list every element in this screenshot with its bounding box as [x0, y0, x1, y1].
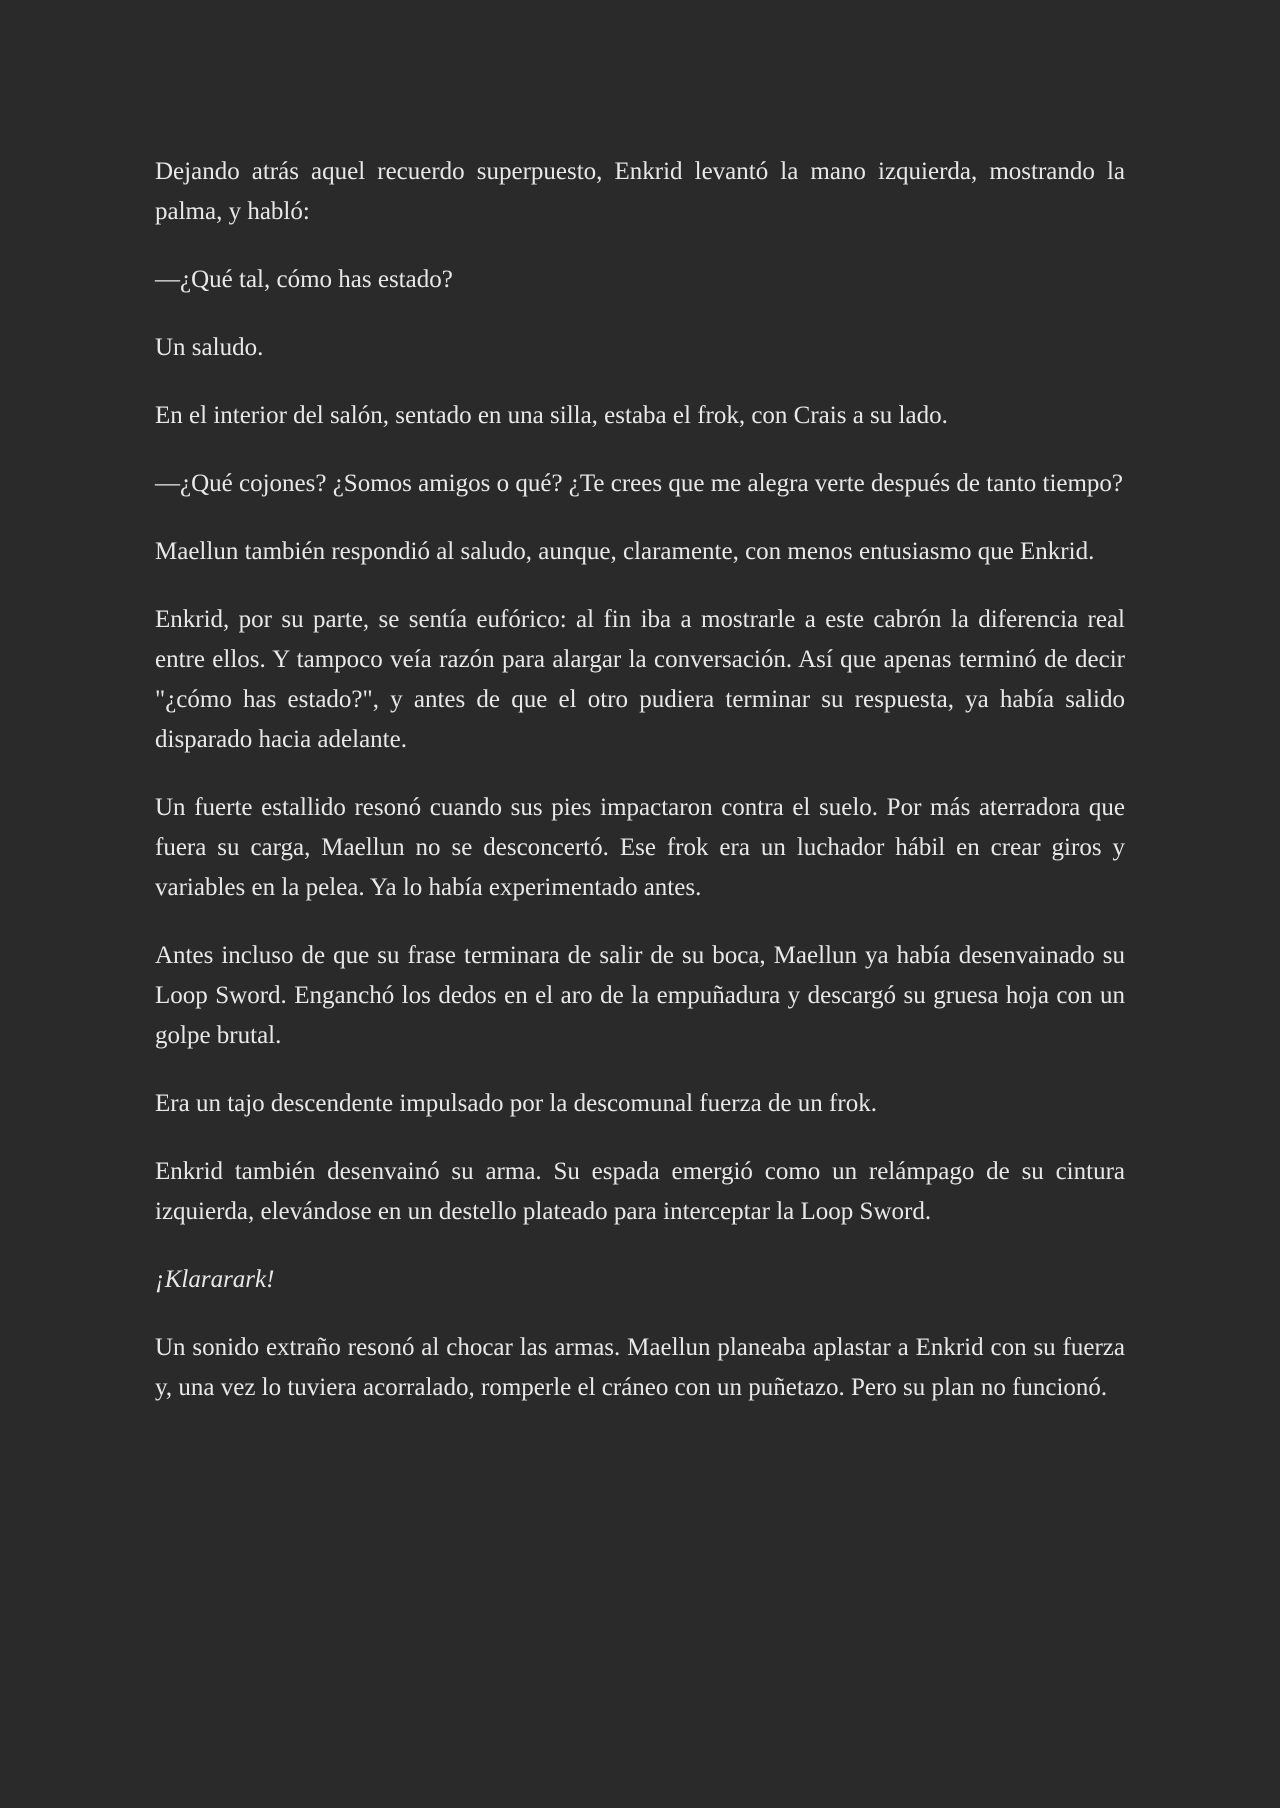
paragraph-8: Un fuerte estallido resonó cuando sus pies impactaron contra el suelo. Por más aterradora que fuera su carga, Maellun no se desconcertó. Ese frok era un luchador hábil en crear giros y variables en la pelea. Ya lo había experimentado antes. [155, 794, 1125, 901]
paragraph-2: —¿Qué tal, cómo has estado? [155, 266, 453, 293]
paragraph-12-onomatopoeia: ¡Klararark! [155, 1266, 275, 1293]
paragraph-5: —¿Qué cojones? ¿Somos amigos o qué? ¿Te crees que me alegra verte después de tanto tiempo? [155, 470, 1124, 497]
paragraph-11: Enkrid también desenvainó su arma. Su espada emergió como un relámpago de su cintura izquierda, elevándose en un destello plateado para interceptar la Loop Sword. [155, 1158, 1125, 1225]
paragraph-13: Un sonido extraño resonó al chocar las armas. Maellun planeaba aplastar a Enkrid con su fuerza y, una vez lo tuviera acorralado, romperle el cráneo con un puñetazo. Pero su plan no funcionó. [155, 1334, 1125, 1401]
paragraph-3: Un saludo. [155, 334, 264, 361]
paragraph-9: Antes incluso de que su frase terminara de salir de su boca, Maellun ya había desenvainado su Loop Sword. Enganchó los dedos en el aro de la empuñadura y descargó su gruesa hoja con un golpe brutal. [155, 942, 1125, 1049]
paragraph-7: Enkrid, por su parte, se sentía eufórico: al fin iba a mostrarle a este cabrón la diferencia real entre ellos. Y tampoco veía razón para alargar la conversación. Así que apenas terminó de decir "¿cómo has estado?", y antes de que el otro pudiera terminar su respuesta, ya había salido disparado hacia adelante. [155, 606, 1125, 753]
paragraph-4: En el interior del salón, sentado en una silla, estaba el frok, con Crais a su lado. [155, 402, 948, 429]
paragraph-6: Maellun también respondió al saludo, aunque, claramente, con menos entusiasmo que Enkrid. [155, 538, 1095, 565]
paragraph-1: Dejando atrás aquel recuerdo superpuesto, Enkrid levantó la mano izquierda, mostrando la palma, y habló: [155, 158, 1125, 225]
paragraph-10: Era un tajo descendente impulsado por la descomunal fuerza de un frok. [155, 1090, 877, 1117]
